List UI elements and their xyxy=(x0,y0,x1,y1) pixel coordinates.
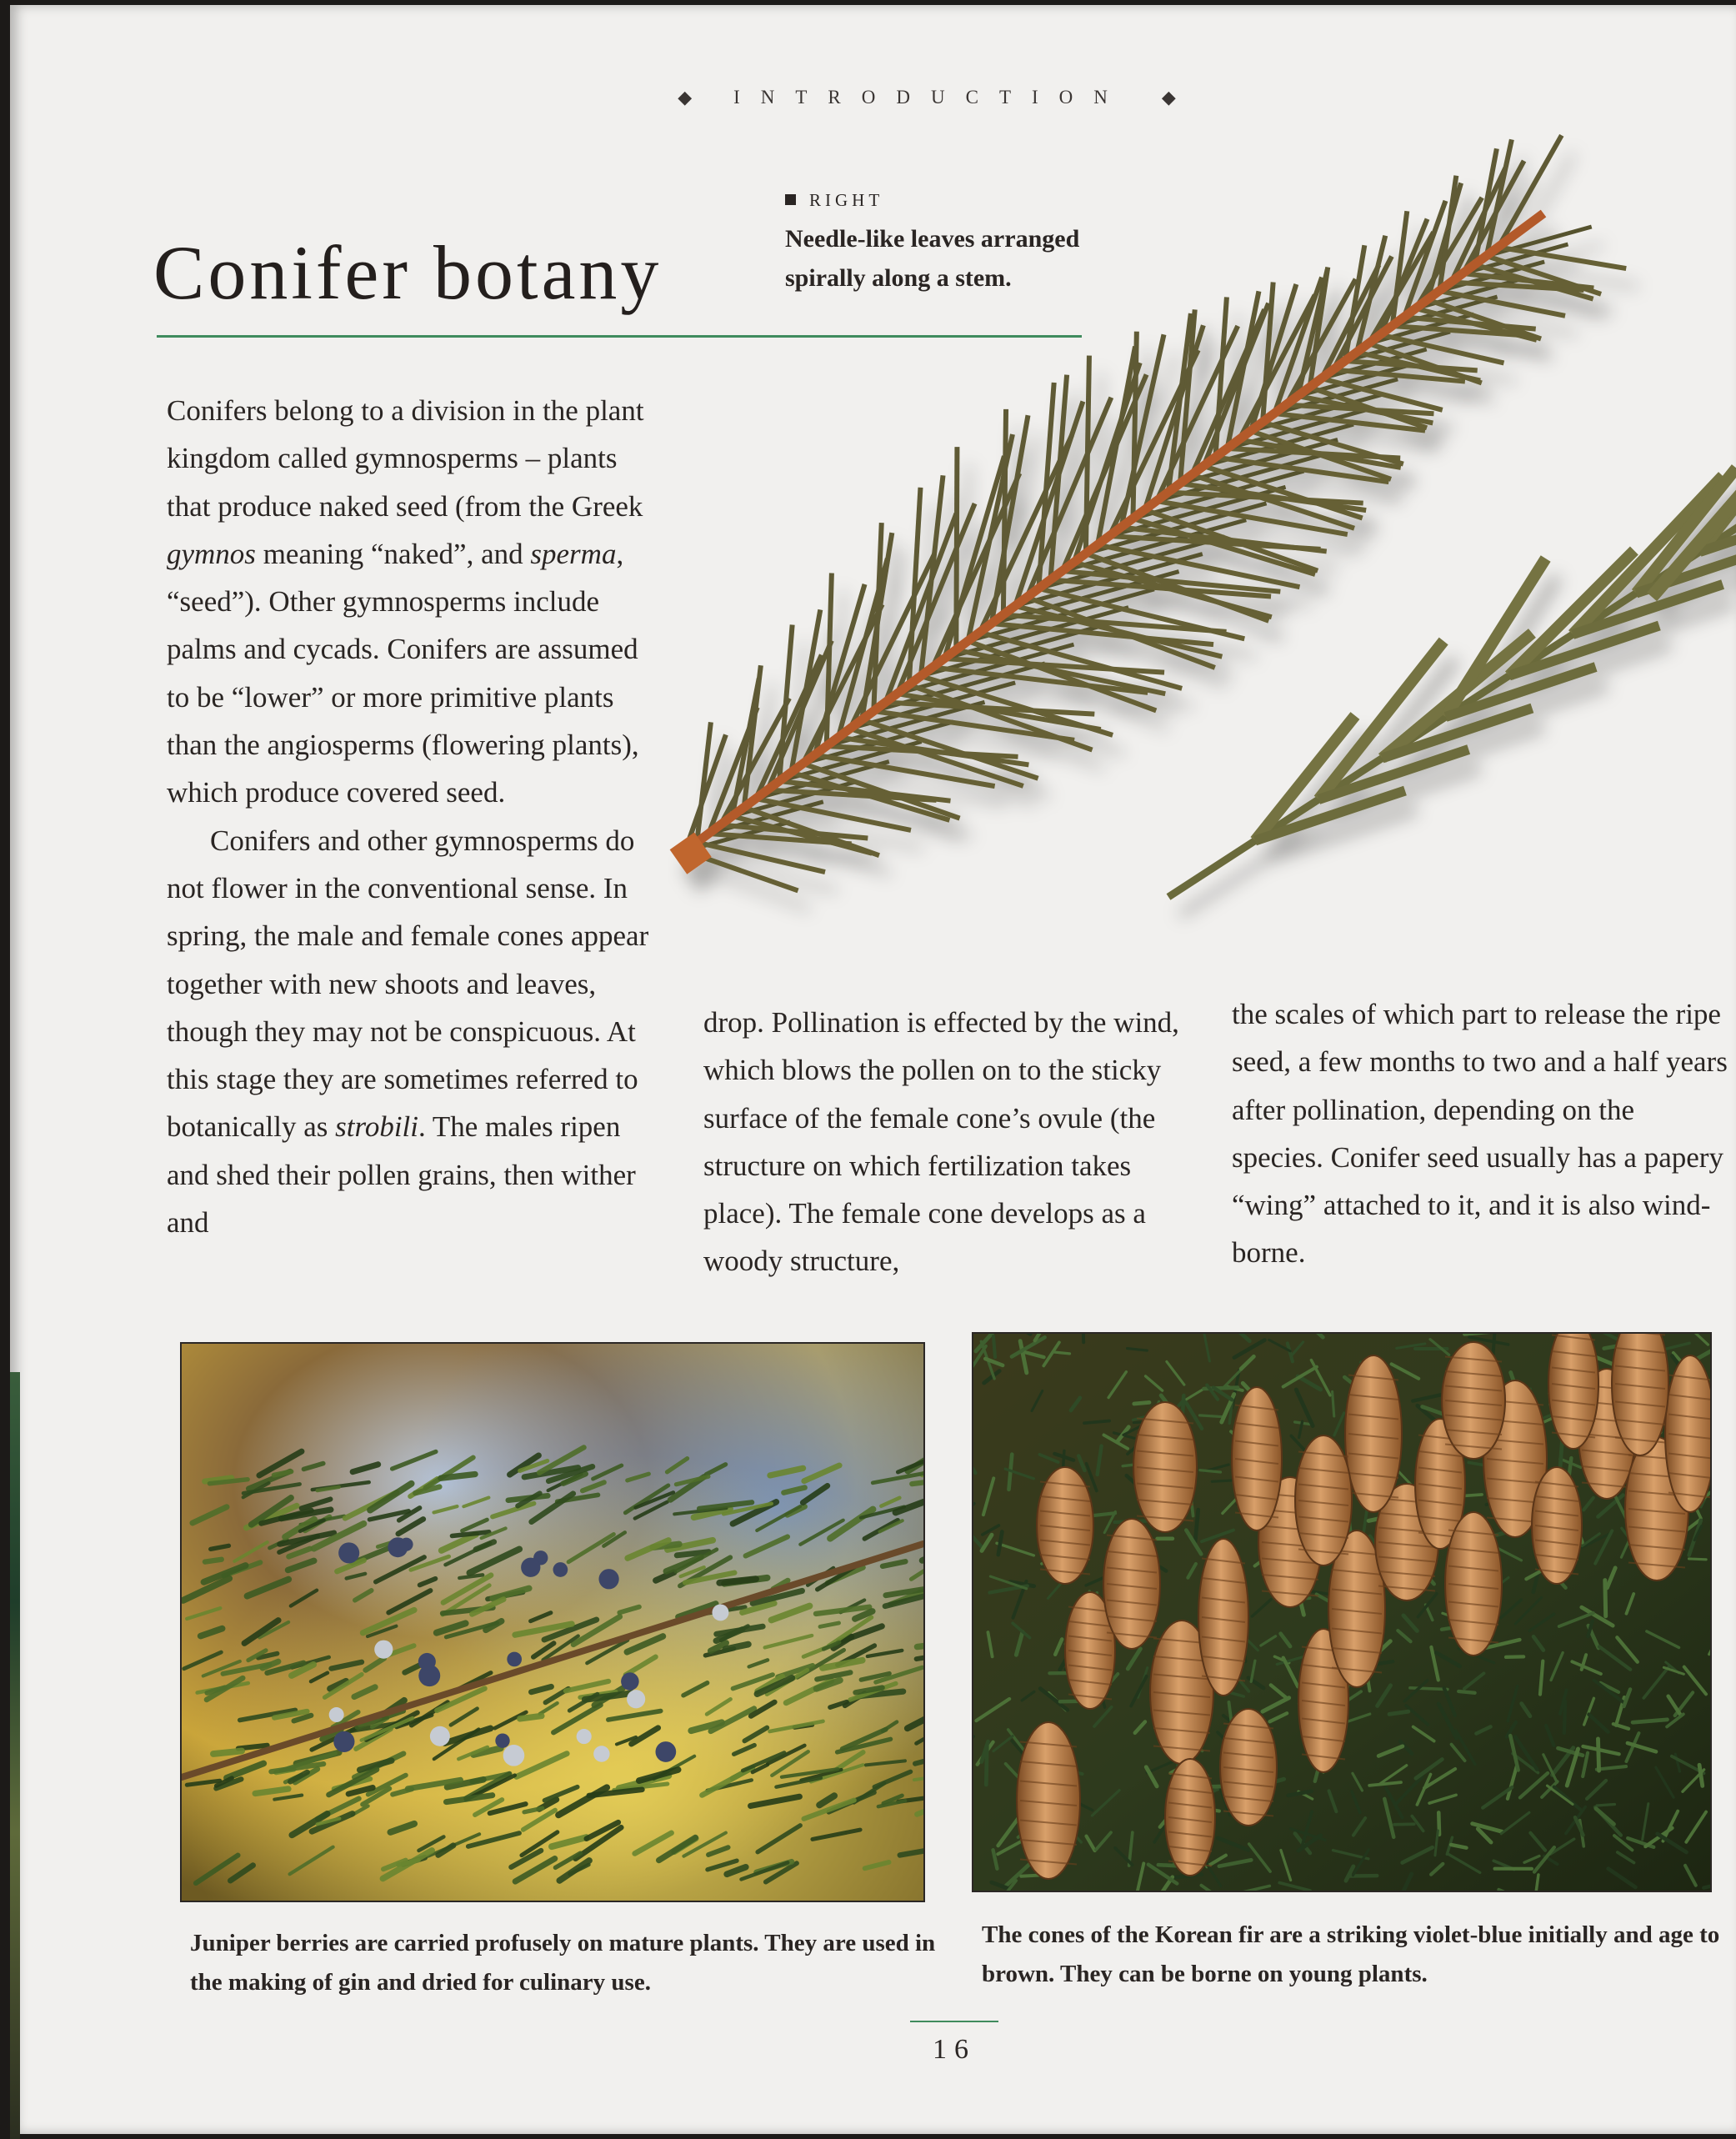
diamond-left-icon: ◆ xyxy=(678,87,692,108)
body-paragraph-4: the scales of which part to release the ripe seed, a few months to two and a half years after pollination, depending on the species. Conifer seed usually has a papery “wing” attached to it, and it is also wind-borne. xyxy=(1232,990,1732,1277)
body-paragraph-3: drop. Pollination is effected by the wind, which blows the pollen on to the sticky surface of the female cone’s ovule (the structure on which fertilization takes place). The female cone develops as a woody structure, xyxy=(703,999,1203,1285)
body-column-1 xyxy=(167,387,667,1246)
juniper-berries-photo xyxy=(180,1342,925,1902)
top-caption-label: RIGHT xyxy=(809,190,883,210)
page-number: 16 xyxy=(893,2034,1015,2066)
top-caption-text: Needle-like leaves arranged spirally along a stem. xyxy=(785,219,1135,298)
juniper-caption: Juniper berries are carried profusely on mature plants. They are used in the making of gin and dried for culinary use. xyxy=(190,1924,940,2002)
korean-fir-cones-photo xyxy=(972,1332,1712,1892)
book-page xyxy=(10,5,1736,2134)
needle-branch-image xyxy=(668,55,1736,964)
body-column-3 xyxy=(1232,990,1732,1277)
body-column-2 xyxy=(703,999,1203,1285)
running-head-text: INTRODUCTION xyxy=(733,87,1128,108)
fir-caption: The cones of the Korean fir are a striking violet-blue initially and age to brown. They can be borne on young plants. xyxy=(982,1916,1732,1994)
folio-rule xyxy=(910,2021,998,2022)
body-paragraph-1: Conifers belong to a division in the plant kingdom called gymnosperms – plants that produce naked seed (from the Greek gymnos meaning “naked”, and sperma, “seed”). Other gymnosperms include palms and cycads. Conifers are assumed to be “lower” or more primitive plants than the angiosperms (flowering plants), which produce covered seed. xyxy=(167,387,667,817)
facing-page-edge xyxy=(10,1372,20,2139)
body-paragraph-2: Conifers and other gymnosperms do not flower in the conventional sense. In spring, the male and female cones appear together with new shoots and leaves, though they may not be conspicuous. At this stage they are sometimes referred to botanically as strobili. The males ripen and shed their pollen grains, then wither and xyxy=(167,817,667,1247)
page-title: Conifer botany xyxy=(153,228,662,317)
diamond-right-icon: ◆ xyxy=(1162,87,1176,108)
